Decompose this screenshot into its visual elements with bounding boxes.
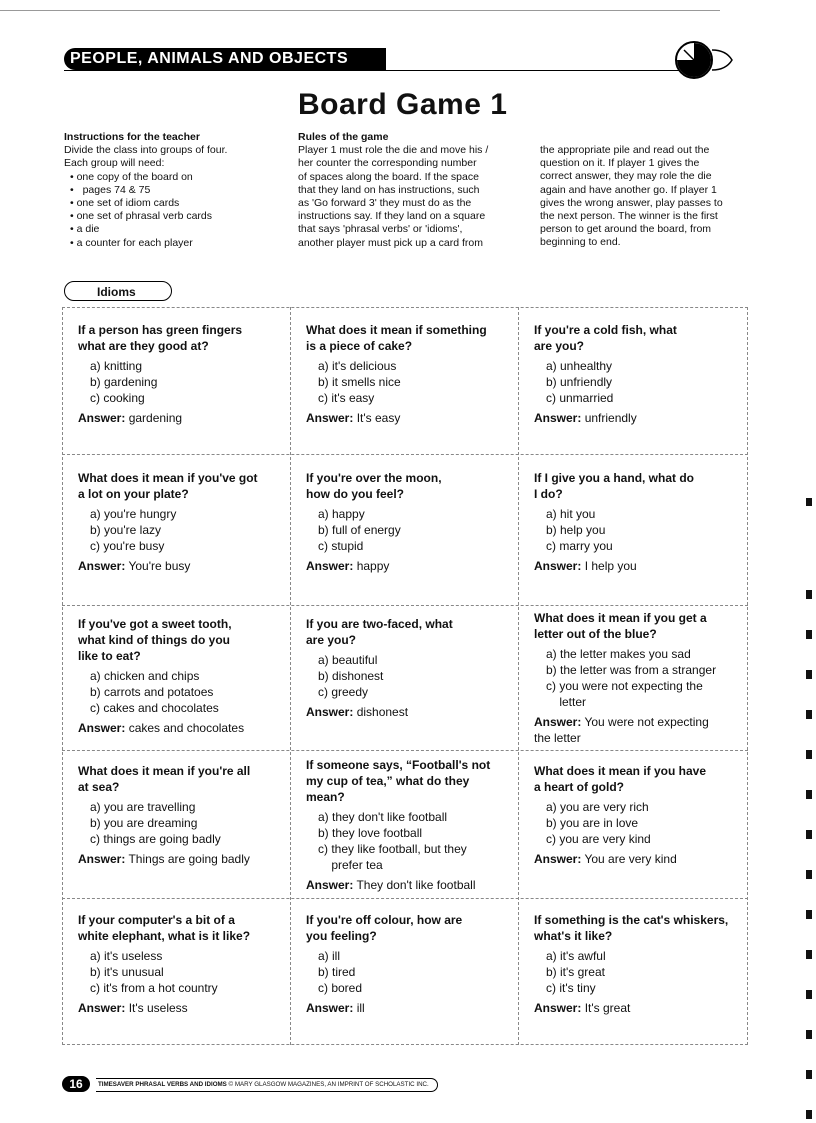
card-options xyxy=(534,646,748,710)
question-line: I do? xyxy=(534,487,563,501)
card-answer xyxy=(534,1000,748,1016)
answer-text: dishonest xyxy=(356,705,409,719)
card-options xyxy=(306,506,512,554)
answer-label: Answer: xyxy=(306,559,354,573)
print-mark xyxy=(806,830,812,839)
answer-label: Answer: xyxy=(78,852,126,866)
card-question xyxy=(306,616,512,648)
option: b) the letter was from a stranger xyxy=(546,663,717,677)
rules-line: that they land on has instructions, such xyxy=(298,183,480,196)
grid-divider xyxy=(518,307,519,1045)
option: a) chicken and chips xyxy=(90,669,200,683)
option: b) you are in love xyxy=(546,816,639,830)
question-line: how do you feel? xyxy=(306,487,404,501)
idiom-card xyxy=(534,322,748,426)
answer-label: Answer: xyxy=(306,878,354,892)
footer-copyright: © MARY GLASGOW MAGAZINES, AN IMPRINT OF SCHOLASTIC INC. xyxy=(228,1081,429,1088)
print-mark xyxy=(806,910,812,919)
print-mark xyxy=(806,1110,812,1119)
rules-line: another player must pick up a card from xyxy=(298,236,484,249)
answer-text: You were not expecting xyxy=(584,715,709,729)
card-answer xyxy=(306,558,512,574)
footer-title: TIMESAVER PHRASAL VERBS AND IDIOMS xyxy=(98,1081,227,1088)
print-marks xyxy=(800,50,816,1110)
question-line: you feeling? xyxy=(306,929,377,943)
question-line: If you're over the moon, xyxy=(306,471,442,485)
print-mark xyxy=(806,790,812,799)
card-options xyxy=(78,358,284,406)
option: b) carrots and potatoes xyxy=(90,685,214,699)
card-question xyxy=(306,470,512,502)
question-line: If you've got a sweet tooth, xyxy=(78,617,232,631)
question-line: What does it mean if you have xyxy=(534,764,707,778)
option: a) beautiful xyxy=(318,653,378,667)
rules-line: instructions say. If they land on a square xyxy=(298,210,486,223)
option: letter xyxy=(546,695,587,709)
question-line: what kind of things do you xyxy=(78,633,230,647)
idiom-card xyxy=(306,470,512,574)
option: b) you're lazy xyxy=(90,523,161,537)
rules-line: her counter the corresponding number xyxy=(298,157,477,170)
page-title: Board Game 1 xyxy=(298,88,508,121)
option: b) it smells nice xyxy=(318,375,401,389)
answer-text-continued: the letter xyxy=(534,731,581,745)
option: b) it's unusual xyxy=(90,965,164,979)
option: c) stupid xyxy=(318,539,364,553)
answer-text: It's great xyxy=(584,1001,631,1015)
idiom-card xyxy=(78,470,284,574)
print-mark xyxy=(806,710,812,719)
card-answer xyxy=(306,877,512,893)
question-line: What does it mean if you've got xyxy=(78,471,258,485)
card-answer xyxy=(534,714,748,730)
card-question xyxy=(534,610,748,642)
option: b) help you xyxy=(546,523,606,537)
option: a) it's useless xyxy=(90,949,163,963)
option: c) you're busy xyxy=(90,539,165,553)
card-options xyxy=(78,948,284,996)
print-mark xyxy=(806,1030,812,1039)
answer-text: ill xyxy=(356,1001,365,1015)
card-answer xyxy=(78,720,284,736)
option: b) tired xyxy=(318,965,356,979)
card-options xyxy=(534,799,748,847)
rules-line: of spaces along the board. If the space xyxy=(298,170,479,183)
rules-line: question on it. If player 1 gives the xyxy=(540,157,700,170)
question-line: If your computer's a bit of a xyxy=(78,913,235,927)
question-line: a lot on your plate? xyxy=(78,487,189,501)
footer-credit xyxy=(96,1078,438,1092)
idiom-card xyxy=(306,616,512,720)
question-line: letter out of the blue? xyxy=(534,627,657,641)
option: b) gardening xyxy=(90,375,158,389)
card-answer xyxy=(534,558,748,574)
answer-text: It's easy xyxy=(356,411,401,425)
option: c) cooking xyxy=(90,391,145,405)
option: b) full of energy xyxy=(318,523,401,537)
print-mark xyxy=(806,950,812,959)
card-question xyxy=(306,757,512,805)
option: b) unfriendly xyxy=(546,375,613,389)
grid-divider xyxy=(62,454,748,455)
option: c) marry you xyxy=(546,539,613,553)
option: prefer tea xyxy=(318,858,383,872)
question-line: If you are two-faced, what xyxy=(306,617,453,631)
idiom-card xyxy=(534,912,748,1016)
print-mark xyxy=(806,630,812,639)
option: a) happy xyxy=(318,507,365,521)
question-line: are you? xyxy=(306,633,357,647)
card-options xyxy=(534,506,748,554)
card-question xyxy=(78,616,284,664)
option: a) they don't like football xyxy=(318,810,448,824)
option: c) greedy xyxy=(318,685,369,699)
card-answer xyxy=(306,410,512,426)
option: c) cakes and chocolates xyxy=(90,701,219,715)
answer-label: Answer: xyxy=(78,411,126,425)
instructions-intro-1: Divide the class into groups of four. xyxy=(64,144,228,157)
card-answer xyxy=(534,410,748,426)
card-question xyxy=(534,912,748,944)
idiom-card xyxy=(534,763,748,867)
card-answer xyxy=(78,558,284,574)
card-question xyxy=(534,322,748,354)
idiom-card xyxy=(78,322,284,426)
question-line: What does it mean if you're all xyxy=(78,764,251,778)
card-answer xyxy=(78,851,284,867)
option: b) dishonest xyxy=(318,669,384,683)
idiom-card xyxy=(306,322,512,426)
option: c) bored xyxy=(318,981,363,995)
card-question xyxy=(78,912,284,944)
answer-label: Answer: xyxy=(78,559,126,573)
list-item xyxy=(78,184,284,197)
answer-text: Things are going badly xyxy=(128,852,250,866)
option: c) you were not expecting the xyxy=(546,679,703,693)
card-options xyxy=(306,948,512,996)
print-mark xyxy=(806,870,812,879)
answer-text: happy xyxy=(356,559,390,573)
question-line: is a piece of cake? xyxy=(306,339,413,353)
option: a) it's delicious xyxy=(318,359,397,373)
option: b) you are dreaming xyxy=(90,816,198,830)
answer-text: You're busy xyxy=(128,559,191,573)
answer-text: I help you xyxy=(584,559,637,573)
option: a) you are very rich xyxy=(546,800,649,814)
card-question xyxy=(534,763,748,795)
rules-line: that says 'phrasal verbs' or 'idioms', xyxy=(298,223,463,236)
card-answer xyxy=(306,704,512,720)
grid-divider xyxy=(62,605,748,606)
answer-text: unfriendly xyxy=(584,411,637,425)
card-options xyxy=(534,358,748,406)
option: a) it's awful xyxy=(546,949,606,963)
answer-label: Answer: xyxy=(534,715,582,729)
list-item: • a counter for each player xyxy=(78,237,284,250)
grid-divider xyxy=(290,307,291,1045)
card-options xyxy=(534,948,748,996)
print-mark xyxy=(806,498,812,506)
question-line: like to eat? xyxy=(78,649,141,663)
option: c) it's from a hot country xyxy=(90,981,218,995)
idiom-card xyxy=(78,912,284,1016)
answer-text: gardening xyxy=(128,411,183,425)
print-mark xyxy=(806,750,812,759)
card-question xyxy=(78,470,284,502)
list-item-continued: pages 74 & 75 xyxy=(82,183,151,196)
card-question xyxy=(534,470,748,502)
question-line: If you're a cold fish, what xyxy=(534,323,677,337)
option: b) they love football xyxy=(318,826,423,840)
answer-text: They don't like football xyxy=(356,878,476,892)
idiom-card xyxy=(534,610,748,746)
question-line: white elephant, what is it like? xyxy=(78,929,251,943)
answer-text: cakes and chocolates xyxy=(128,721,245,735)
top-rule xyxy=(0,10,720,11)
print-mark xyxy=(806,1070,812,1079)
card-question xyxy=(306,322,512,354)
idiom-card xyxy=(534,470,748,574)
answer-label: Answer: xyxy=(534,411,582,425)
question-line: my cup of tea,” what do they xyxy=(306,774,470,788)
idiom-card xyxy=(78,763,284,867)
rules-line: beginning to end. xyxy=(540,236,621,249)
answer-label: Answer: xyxy=(534,1001,582,1015)
question-line: What does it mean if something xyxy=(306,323,487,337)
answer-label: Answer: xyxy=(78,721,126,735)
idiom-card xyxy=(306,757,512,893)
card-answer xyxy=(78,1000,284,1016)
card-question xyxy=(78,763,284,795)
answer-label: Answer: xyxy=(306,1001,354,1015)
card-options xyxy=(78,668,284,716)
card-options xyxy=(78,799,284,847)
option: c) it's tiny xyxy=(546,981,596,995)
clock-icon xyxy=(672,40,748,80)
card-question xyxy=(78,322,284,354)
card-answer xyxy=(78,410,284,426)
instructions-heading: Instructions for the teacher xyxy=(64,131,200,143)
list-item: • one set of idiom cards xyxy=(78,197,284,210)
question-line: mean? xyxy=(306,790,345,804)
idiom-card xyxy=(78,616,284,736)
option: c) things are going badly xyxy=(90,832,221,846)
list-item: • one set of phrasal verb cards xyxy=(78,210,284,223)
print-mark xyxy=(806,590,812,599)
option: a) ill xyxy=(318,949,341,963)
print-mark xyxy=(806,670,812,679)
rules-heading: Rules of the game xyxy=(298,131,389,143)
answer-label: Answer: xyxy=(534,852,582,866)
option: c) you are very kind xyxy=(546,832,651,846)
question-line: What does it mean if you get a xyxy=(534,611,707,625)
rules-column-2 xyxy=(540,144,750,250)
section-banner: PEOPLE, ANIMALS AND OBJECTS xyxy=(64,48,386,70)
rules-line: again and have another go. If player 1 xyxy=(540,183,717,196)
option: a) unhealthy xyxy=(546,359,613,373)
option: c) unmarried xyxy=(546,391,614,405)
idioms-tab: Idioms xyxy=(64,281,172,301)
rules-line: gives the wrong answer, play passes to xyxy=(540,196,723,209)
rules-line: Player 1 must role the die and move his / xyxy=(298,144,489,157)
rules-column-1 xyxy=(298,131,530,250)
option: a) the letter makes you sad xyxy=(546,647,691,661)
banner-rule xyxy=(64,70,696,71)
card-options xyxy=(306,809,512,873)
rules-line: the next person. The winner is the first xyxy=(540,210,718,223)
question-line: what's it like? xyxy=(534,929,613,943)
question-line: If something is the cat's whiskers, xyxy=(534,913,729,927)
answer-label: Answer: xyxy=(534,559,582,573)
question-line: If a person has green fingers xyxy=(78,323,243,337)
question-line: a heart of gold? xyxy=(534,780,624,794)
rules-line: the appropriate pile and read out the xyxy=(540,144,710,156)
list-item: • one copy of the board on xyxy=(78,171,284,184)
rules-line: as 'Go forward 3' they must do as the xyxy=(298,197,472,210)
answer-label: Answer: xyxy=(78,1001,126,1015)
idiom-card xyxy=(306,912,512,1016)
page-number: 16 xyxy=(62,1076,90,1092)
answer-label: Answer: xyxy=(306,705,354,719)
option: a) you're hungry xyxy=(90,507,177,521)
option: c) it's easy xyxy=(318,391,375,405)
card-answer xyxy=(306,1000,512,1016)
answer-text: You are very kind xyxy=(584,852,677,866)
print-mark xyxy=(806,990,812,999)
teacher-instructions xyxy=(64,131,284,250)
rules-line: correct answer, they may role the die xyxy=(540,170,712,183)
card-answer xyxy=(534,851,748,867)
card-options xyxy=(306,652,512,700)
option: a) you are travelling xyxy=(90,800,196,814)
option: a) knitting xyxy=(90,359,143,373)
question-line: are you? xyxy=(534,339,585,353)
card-options xyxy=(78,506,284,554)
option: a) hit you xyxy=(546,507,596,521)
list-item: • a die xyxy=(78,223,284,236)
card-options xyxy=(306,358,512,406)
answer-text: It's useless xyxy=(128,1001,188,1015)
card-question xyxy=(306,912,512,944)
rules-line: person to get around the board, from xyxy=(540,223,712,236)
question-line: If someone says, “Football's not xyxy=(306,758,491,772)
question-line: at sea? xyxy=(78,780,120,794)
instructions-intro-2: Each group will need: xyxy=(64,157,165,170)
option: c) they like football, but they xyxy=(318,842,467,856)
option: b) it's great xyxy=(546,965,605,979)
question-line: what are they good at? xyxy=(78,339,209,353)
question-line: If you're off colour, how are xyxy=(306,913,463,927)
grid-divider xyxy=(62,750,748,751)
answer-label: Answer: xyxy=(306,411,354,425)
question-line: If I give you a hand, what do xyxy=(534,471,695,485)
grid-divider xyxy=(62,898,748,899)
